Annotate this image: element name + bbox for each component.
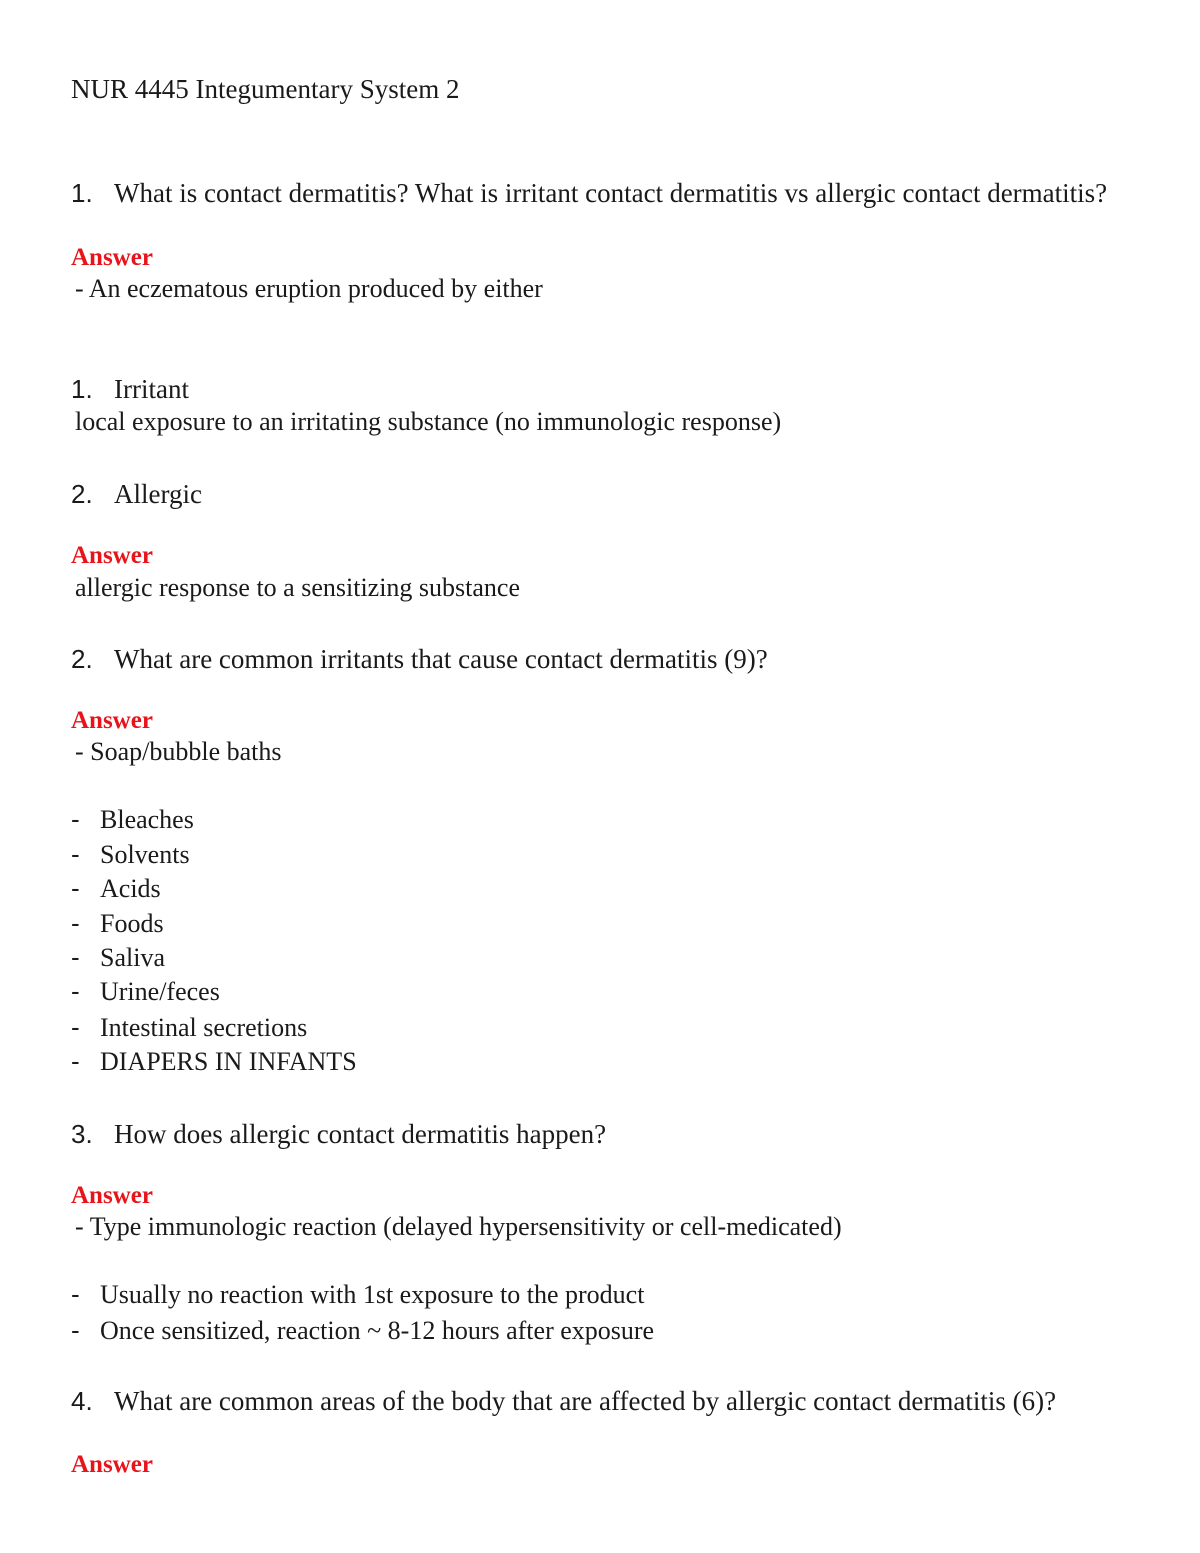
bullet-dash: - (71, 873, 80, 903)
document-title: NUR 4445 Integumentary System 2 (71, 74, 460, 104)
sub-item-number: 1. (71, 374, 93, 404)
list-item-text: Usually no reaction with 1st exposure to the product (100, 1280, 645, 1309)
answer-label: Answer (71, 707, 153, 734)
bullet-dash: - (71, 976, 80, 1006)
list-item (71, 875, 161, 902)
sub-item-irritant (71, 376, 189, 403)
bullet-dash: - (71, 1315, 80, 1345)
answer-label: Answer (71, 542, 153, 569)
question-number: 3. (71, 1119, 93, 1149)
answer-text: - Type immunologic reaction (delayed hypersensitivity or cell-medicated) (75, 1212, 842, 1241)
list-item (71, 841, 190, 868)
question-3 (71, 1121, 606, 1148)
answer-text: allergic response to a sensitizing substance (75, 573, 521, 602)
bullet-dash: - (71, 804, 80, 834)
sub-item-label: Allergic (114, 479, 202, 509)
question-1 (71, 180, 1107, 207)
list-item-text: Urine/feces (100, 977, 220, 1006)
sub-item-allergic (71, 481, 202, 508)
question-number: 4. (71, 1386, 93, 1416)
question-text: What are common irritants that cause contact dermatitis (9)? (114, 644, 768, 674)
list-item (71, 944, 165, 971)
answer-label: Answer (71, 244, 153, 271)
list-item-text: Once sensitized, reaction ~ 8-12 hours after exposure (100, 1316, 655, 1345)
list-item-text: DIAPERS IN INFANTS (100, 1047, 357, 1076)
list-item (71, 978, 220, 1005)
list-item-text: Bleaches (100, 805, 194, 834)
question-number: 1. (71, 178, 93, 208)
answer-label: Answer (71, 1182, 153, 1209)
question-text: What are common areas of the body that are affected by allergic contact dermatitis (6)? (114, 1386, 1057, 1416)
answer-label: Answer (71, 1451, 153, 1478)
list-item-text: Intestinal secretions (100, 1013, 308, 1042)
bullet-dash: - (71, 1279, 80, 1309)
question-text: How does allergic contact dermatitis happen? (114, 1119, 607, 1149)
bullet-dash: - (71, 1046, 80, 1076)
sub-item-label: Irritant (114, 374, 189, 404)
sub-item-number: 2. (71, 479, 93, 509)
list-item-text: Solvents (100, 840, 190, 869)
answer-text: - An eczematous eruption produced by either (75, 274, 543, 303)
question-2 (71, 646, 768, 673)
question-text: What is contact dermatitis? What is irritant contact dermatitis vs allergic contact dermatitis? (114, 178, 1108, 208)
answer-text: - Soap/bubble baths (75, 737, 282, 766)
list-item-text: Acids (100, 874, 161, 903)
list-item-text: Saliva (100, 943, 165, 972)
sub-item-text: local exposure to an irritating substance (no immunologic response) (75, 407, 782, 436)
list-item (71, 910, 164, 937)
bullet-dash: - (71, 1012, 80, 1042)
question-number: 2. (71, 644, 93, 674)
bullet-dash: - (71, 908, 80, 938)
list-item (71, 1048, 357, 1075)
list-item (71, 806, 194, 833)
list-item-text: Foods (100, 909, 164, 938)
bullet-dash: - (71, 839, 80, 869)
list-item (71, 1317, 654, 1344)
question-4 (71, 1388, 1056, 1415)
bullet-dash: - (71, 942, 80, 972)
list-item (71, 1014, 307, 1041)
list-item (71, 1281, 644, 1308)
